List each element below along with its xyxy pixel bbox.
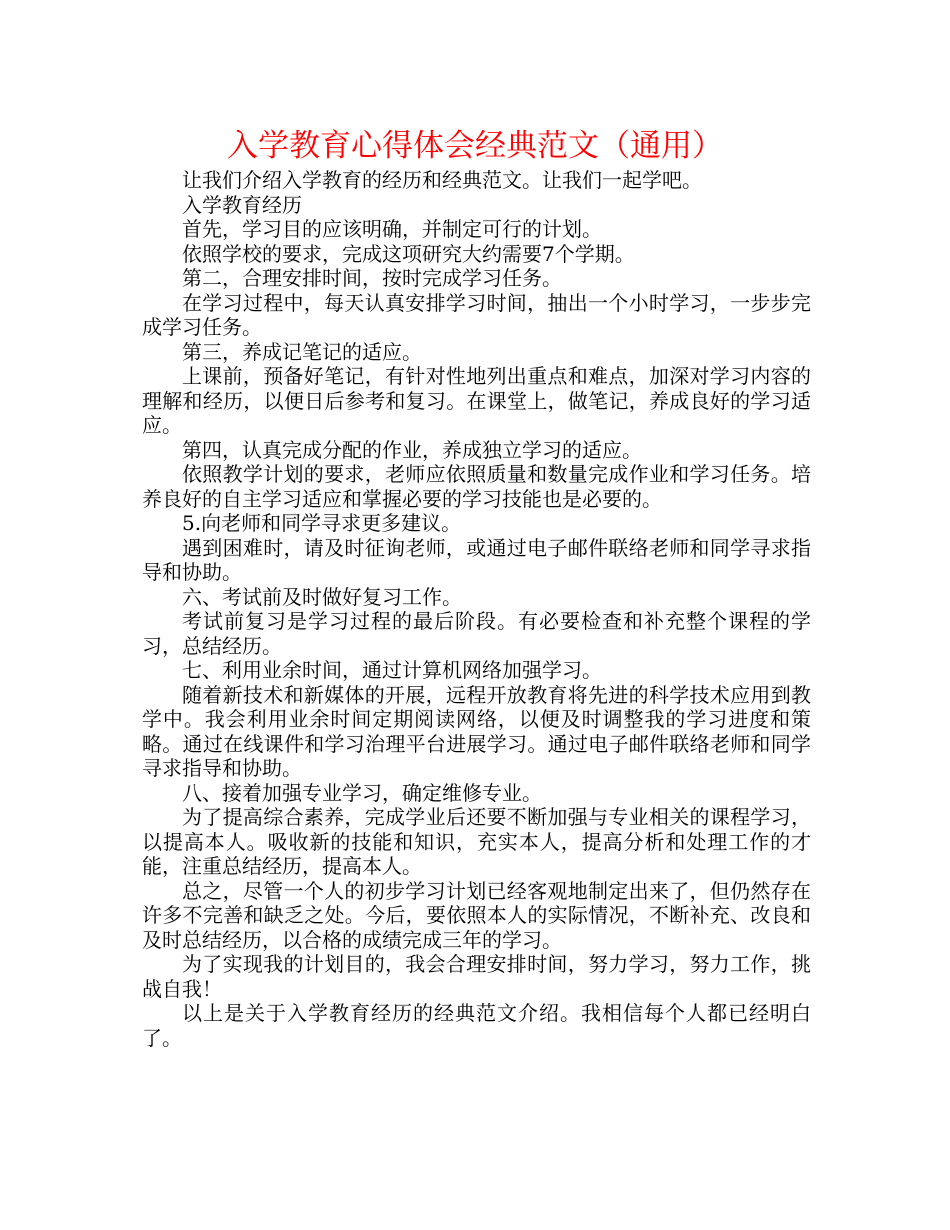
paragraph: 六、考试前及时做好复习工作。 <box>182 584 462 609</box>
paragraph: 总之，尽管一个人的初步学习计划已经客观地制定出来了，但仍然存在许多不完善和缺乏之处。今后，要依照本人的实际情况，不断补充、改良和及时总结经历，以合格的成绩完成三年的学习。 <box>142 878 811 952</box>
paragraph: 首先，学习目的应该明确，并制定可行的计划。 <box>182 217 602 241</box>
paragraph: 为了提高综合素养，完成学业后还要不断加强与专业相关的课程学习，以提高本人。吸收新的技能和知识，充实本人，提高分析和处理工作的才能，注重总结经历，提高本人。 <box>142 805 811 878</box>
paragraph: 上课前，预备好笔记，有针对性地列出重点和难点，加深对学习内容的理解和经历，以便日后参考和复习。在课堂上，做笔记，养成良好的学习适应。 <box>142 364 811 437</box>
paragraph: 随着新技术和新媒体的开展，远程开放教育将先进的科学技术应用到教学中。我会利用业余时间定期阅读网络，以便及时调整我的学习进度和策略。通过在线课件和学习治理平台进展学习。通过电子邮件联络老师和同学寻求指导和协助。 <box>142 682 811 780</box>
paragraph: 遇到困难时，请及时征询老师，或通过电子邮件联络老师和同学寻求指导和协助。 <box>142 535 811 584</box>
paragraph: 让我们介绍入学教育的经历和经典范文。让我们一起学吧。 <box>182 168 702 192</box>
document-body <box>142 168 811 1050</box>
paragraph: 八、接着加强专业学习，确定维修专业。 <box>182 780 542 805</box>
paragraph: 依照教学计划的要求，老师应依照质量和数量完成作业和学习任务。培养良好的自主学习适应和掌握必要的学习技能也是必要的。 <box>142 462 811 511</box>
paragraph: 依照学校的要求，完成这项研究大约需要7个学期。 <box>182 241 635 266</box>
paragraph: 以上是关于入学教育经历的经典范文介绍。我相信每个人都已经明白了。 <box>142 1001 811 1050</box>
paragraph: 入学教育经历 <box>182 192 302 217</box>
paragraph: 为了实现我的计划目的，我会合理安排时间，努力学习，努力工作，挑战自我！ <box>142 952 811 1001</box>
paragraph: 第四，认真完成分配的作业，养成独立学习的适应。 <box>182 437 642 462</box>
paragraph: 七、利用业余时间，通过计算机网络加强学习。 <box>182 658 602 682</box>
document-title: 入学教育心得体会经典范文（通用） <box>227 128 723 164</box>
paragraph: 第三，养成记笔记的适应。 <box>182 339 422 364</box>
paragraph: 第二，合理安排时间，按时完成学习任务。 <box>182 266 562 290</box>
paragraph: 考试前复习是学习过程的最后阶段。有必要检查和补充整个课程的学习，总结经历。 <box>142 609 811 658</box>
paragraph: 在学习过程中，每天认真安排学习时间，抽出一个小时学习，一步步完成学习任务。 <box>142 290 811 339</box>
paragraph: 5.向老师和同学寻求更多建议。 <box>182 511 462 535</box>
